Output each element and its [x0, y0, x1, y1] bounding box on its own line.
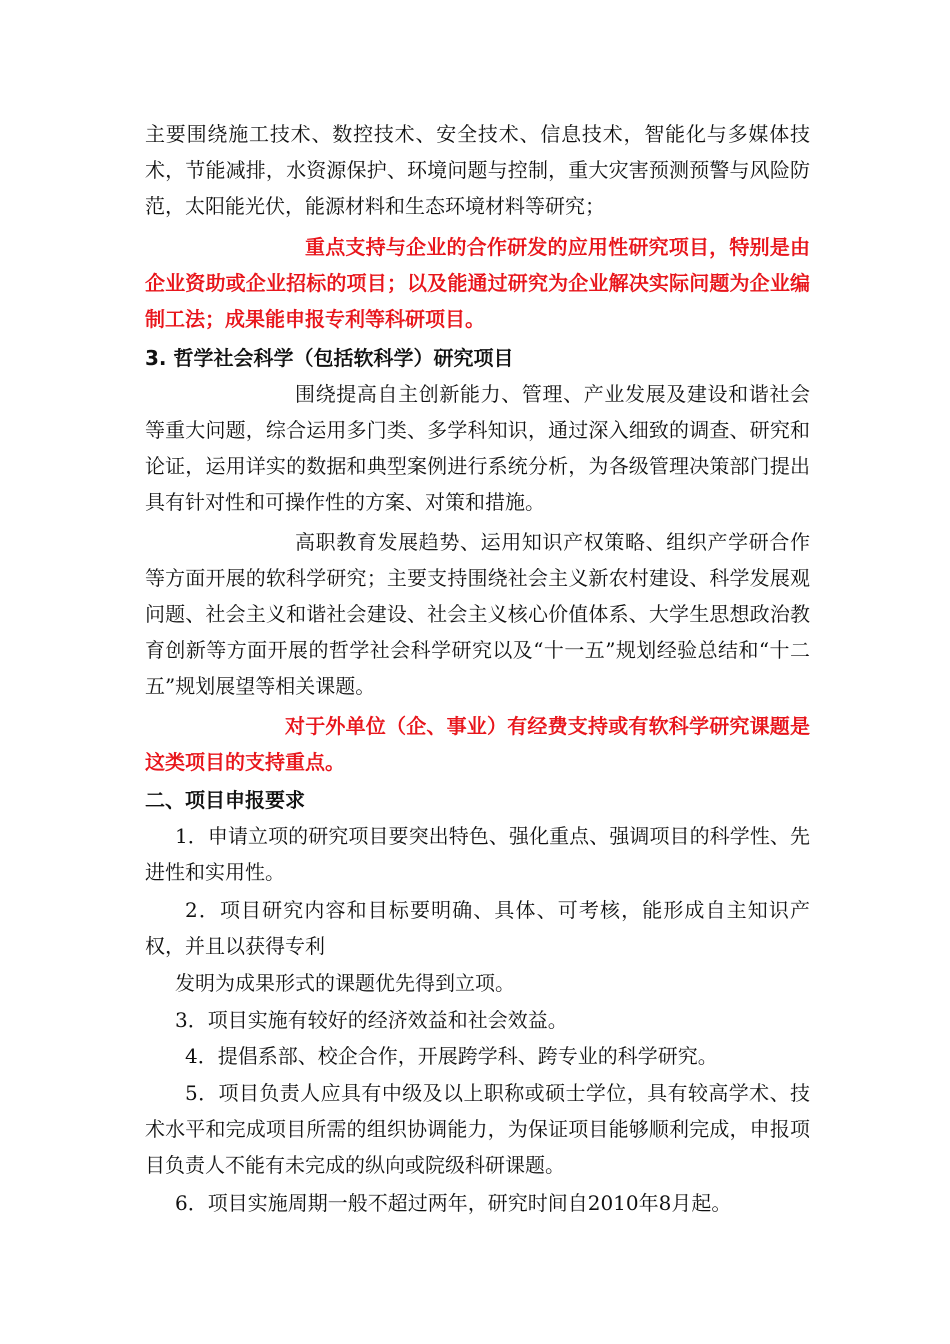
enterprise-priority-paragraph: 重点支持与企业的合作研发的应用性研究项目，特别是由企业资助或企业招标的项目；以及能通过研究为企业解决实际问题为企业编制工法；成果能申报专利等科研项目。 [145, 235, 810, 331]
requirement-item-2-continued: 发明为成果形式的课题优先得到立项。 [175, 971, 515, 995]
section-heading-philosophy: 3. 哲学社会科学（包括软科学）研究项目 [145, 346, 514, 370]
requirement-item-4: 4．提倡系部、校企合作，开展跨学科、跨专业的科学研究。 [185, 1044, 718, 1068]
research-areas-paragraph: 主要围绕施工技术、数控技术、安全技术、信息技术，智能化与多媒体技术，节能减排，水资源保护、环境问题与控制，重大灾害预测预警与风险防范，太阳能光伏，能源材料和生态环境材料等研究； [145, 122, 810, 218]
requirement-item-1: 1．申请立项的研究项目要突出特色、强化重点、强调项目的科学性、先进性和实用性。 [145, 824, 810, 884]
soft-science-paragraph: 高职教育发展趋势、运用知识产权策略、组织产学研合作等方面开展的软科学研究；主要支持围绕社会主义新农村建设、科学发展观问题、社会主义和谐社会建设、社会主义核心价值体系、大学生思想政治教育创新等方面开展的哲学社会科学研究以及“十一五”规划经验总结和“十二五”规划展望等相关课题。 [145, 530, 810, 698]
philosophy-intro-paragraph: 围绕提高自主创新能力、管理、产业发展及建设和谐社会等重大问题，综合运用多门类、多学科知识，通过深入细致的调查、研究和论证，运用详实的数据和典型案例进行系统分析，为各级管理决策部门提出具有针对性和可操作性的方案、对策和措施。 [145, 382, 810, 514]
requirement-item-2: 2．项目研究内容和目标要明确、具体、可考核，能形成自主知识产权，并且以获得专利 [145, 898, 810, 958]
section-heading-requirements: 二、项目申报要求 [145, 788, 305, 812]
requirement-item-6: 6．项目实施周期一般不超过两年，研究时间自2010年8月起。 [175, 1191, 732, 1215]
requirement-item-3: 3．项目实施有较好的经济效益和社会效益。 [175, 1008, 568, 1032]
external-support-paragraph: 对于外单位（企、事业）有经费支持或有软科学研究课题是这类项目的支持重点。 [145, 714, 810, 774]
requirement-item-5: 5．项目负责人应具有中级及以上职称或硕士学位，具有较高学术、技术水平和完成项目所需的组织协调能力，为保证项目能够顺利完成，申报项目负责人不能有未完成的纵向或院级科研课题。 [145, 1081, 810, 1177]
